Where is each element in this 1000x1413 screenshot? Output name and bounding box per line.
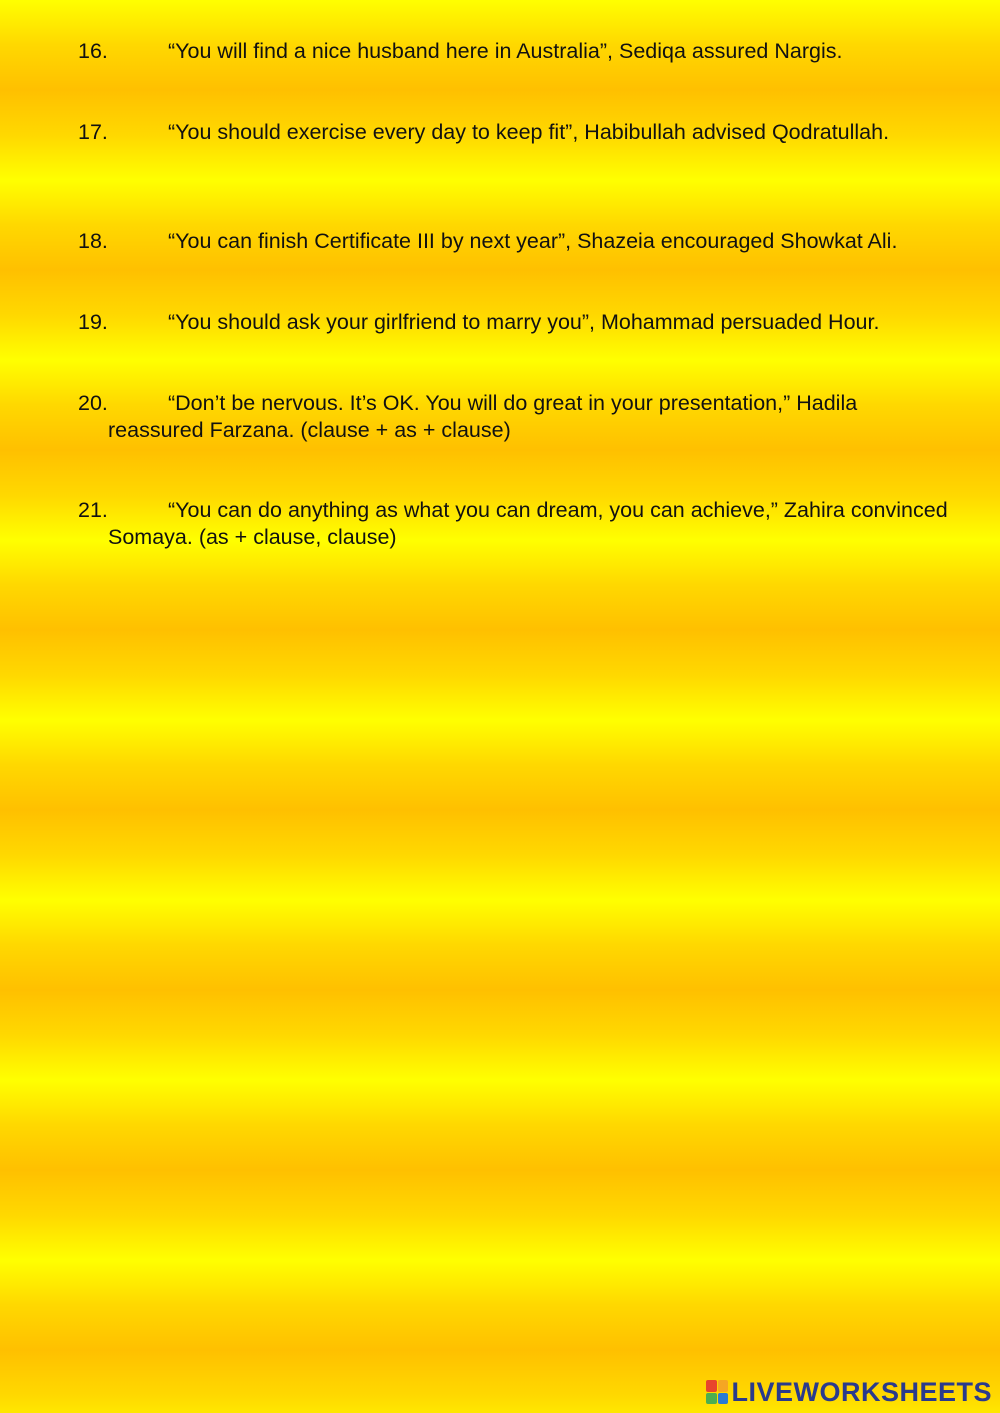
question-number: 17. (78, 120, 108, 144)
question-21 (78, 497, 958, 551)
question-text: “Don’t be nervous. It’s OK. You will do great in your presentation,” Hadila reassured Farzana. (clause + as + clause) (108, 391, 858, 442)
question-17 (78, 119, 958, 146)
question-number: 18. (78, 229, 108, 253)
question-text: “You should ask your girlfriend to marry you”, Mohammad persuaded Hour. (168, 310, 880, 334)
question-number: 21. (78, 498, 108, 522)
logo-square (718, 1393, 729, 1405)
brand-name: LIVEWORKSHEETS (731, 1376, 992, 1407)
question-18 (78, 228, 958, 255)
liveworksheets-branding[interactable] (706, 1377, 992, 1407)
question-20 (78, 390, 958, 444)
question-text: “You should exercise every day to keep fit”, Habibullah advised Qodratullah. (168, 120, 890, 144)
question-number: 20. (78, 391, 108, 415)
question-16 (78, 38, 958, 65)
logo-square (706, 1393, 717, 1405)
question-text: “You can do anything as what you can dream, you can achieve,” Zahira convinced Somaya. (as + clause, clause) (108, 498, 948, 549)
question-number: 16. (78, 39, 108, 63)
question-19 (78, 309, 958, 336)
logo-square (706, 1380, 717, 1392)
question-text: “You will find a nice husband here in Australia”, Sediqa assured Nargis. (168, 39, 843, 63)
logo-square (718, 1380, 729, 1392)
liveworksheets-logo-icon (706, 1380, 728, 1404)
question-text: “You can finish Certificate III by next year”, Shazeia encouraged Showkat Ali. (168, 229, 898, 253)
question-number: 19. (78, 310, 108, 334)
